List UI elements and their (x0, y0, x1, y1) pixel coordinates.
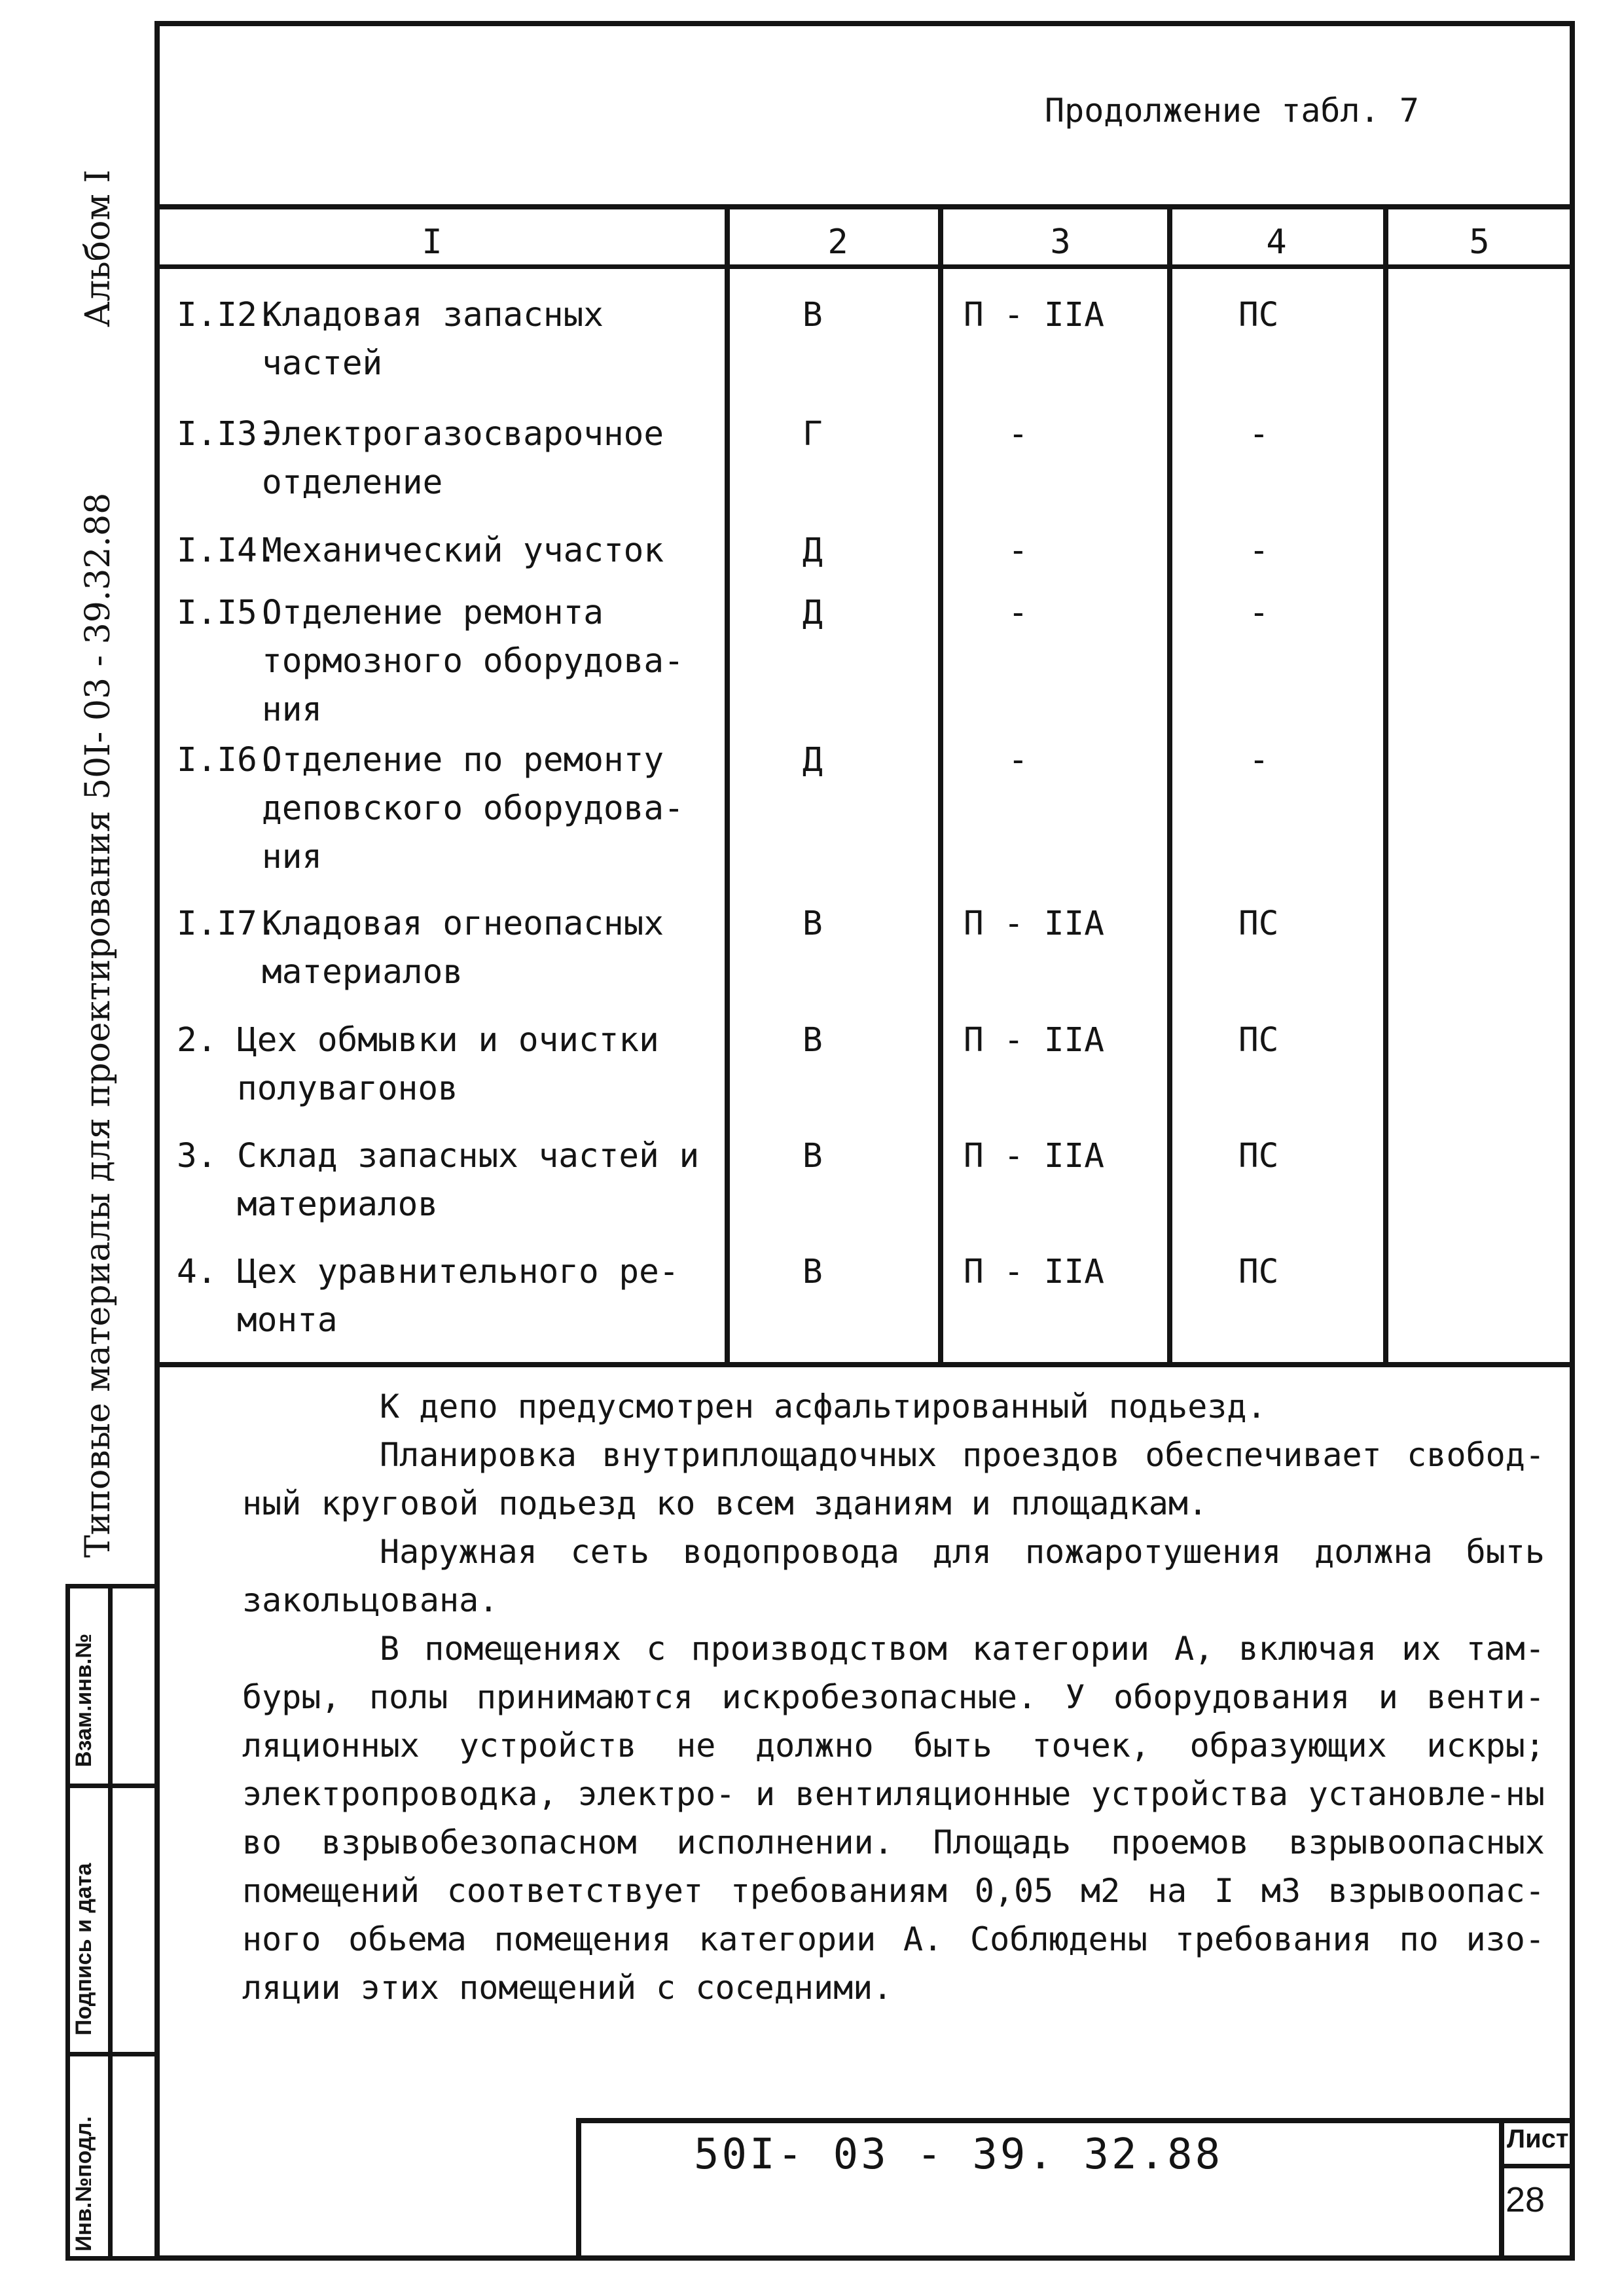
row-protection: ПС (1238, 1021, 1279, 1060)
row-protection: - (1249, 531, 1269, 570)
row-name: I.I3. Электрогазосварочное отделение (177, 415, 664, 502)
column-divider-1 (725, 204, 730, 1367)
replacement-inventory-label: Взам.инв.№ (71, 1633, 96, 1767)
row-category: Д (803, 531, 823, 570)
row-name: I.I6. Отделение по ремонту деповского оборудова-ния (177, 741, 684, 876)
signature-date-label: Подпись и дата (71, 1863, 96, 2036)
sheet-number: 28 (1506, 2180, 1545, 2219)
row-category: Г (803, 415, 823, 454)
row-category: В (803, 1253, 823, 1291)
row-class: - (1008, 531, 1028, 570)
row-category: В (803, 1021, 823, 1060)
row-name: I.I4. Механический участок (177, 531, 664, 570)
row-category: В (803, 1137, 823, 1175)
row-category: Д (803, 741, 823, 780)
row-name: I.I5. Отделение ремонта тормозного оборудова-ния (177, 594, 684, 729)
column-number-2: 2 (827, 223, 848, 262)
column-number-3: 3 (1050, 223, 1071, 262)
column-divider-3 (1167, 204, 1172, 1367)
row-class: - (1008, 741, 1028, 780)
series-title: Типовые материалы для проектирования 50I- 03 - 39.32.88 (79, 492, 118, 1558)
column-divider-4 (1383, 204, 1388, 1367)
row-protection: ПС (1238, 1137, 1279, 1175)
row-class: П - IIА (964, 1137, 1104, 1175)
row-name: 2. Цех обмывки и очистки полувагонов (177, 1021, 659, 1108)
row-category: Д (803, 594, 823, 632)
row-class: П - IIА (964, 1021, 1104, 1060)
column-number-5: 5 (1469, 223, 1490, 262)
paragraph: К депо предусмотрен асфальтированный подьезд. (380, 1388, 1267, 1426)
paragraph: В помещениях с производством категории А, включая их там-буры, полы принимаются искробезопасные. У оборудования и венти-ляционных устройств не должно быть точек, образующих искры; электропроводка, электро- и вентиляционные устройства установле-ны во взрывобезопасном исполнении. Площадь проемов взрывоопасных помещений соответствует требованиям 0,05 м2 на I м3 взрывоопас-ного обьема помещения категории А. Соблюдены требования по изо-ляции этих помещений с соседними. (242, 1630, 1545, 2007)
row-category: В (803, 905, 823, 943)
paragraph: Наружная сеть водопровода для пожаротушения должна быть закольцована. (242, 1533, 1545, 1619)
row-protection: ПС (1238, 905, 1279, 943)
row-protection: - (1249, 741, 1269, 780)
body-text (242, 1382, 1545, 2012)
row-class: П - IIА (964, 1253, 1104, 1291)
original-inventory-label: Инв.№подл. (71, 2116, 96, 2251)
row-name: 4. Цех уравнительного ре-монта (177, 1253, 679, 1340)
column-number-1: I (422, 223, 442, 262)
column-divider-2 (938, 204, 943, 1367)
document-code: 50I- 03 - 39. 32.88 (694, 2130, 1223, 2179)
row-class: П - IIА (964, 905, 1104, 943)
row-name: I.I2. Кладовая запасных частей (177, 296, 604, 383)
row-class: - (1008, 415, 1028, 454)
row-name: 3. Склад запасных частей и материалов (177, 1137, 700, 1224)
table-continuation-caption: Продолжение табл. 7 (1045, 92, 1419, 130)
album-label: Альбом I (79, 170, 118, 327)
row-protection: - (1249, 415, 1269, 454)
table-bottom-rule (154, 1362, 1575, 1367)
paragraph: Планировка внутриплощадочных проездов обеспечивает свобод-ный круговой подьезд ко всем зданиям и площадкам. (242, 1436, 1545, 1522)
column-number-4: 4 (1266, 223, 1287, 262)
row-category: В (803, 296, 823, 334)
row-protection: ПС (1238, 296, 1279, 334)
row-protection: - (1249, 594, 1269, 632)
row-name: I.I7. Кладовая огнеопасных материалов (177, 905, 664, 992)
header-rule (154, 204, 1575, 209)
row-class: П - IIА (964, 296, 1104, 334)
row-protection: ПС (1238, 1253, 1279, 1291)
row-class: - (1008, 594, 1028, 632)
column-number-rule (154, 264, 1575, 269)
sheet-label: Лист (1507, 2125, 1569, 2153)
